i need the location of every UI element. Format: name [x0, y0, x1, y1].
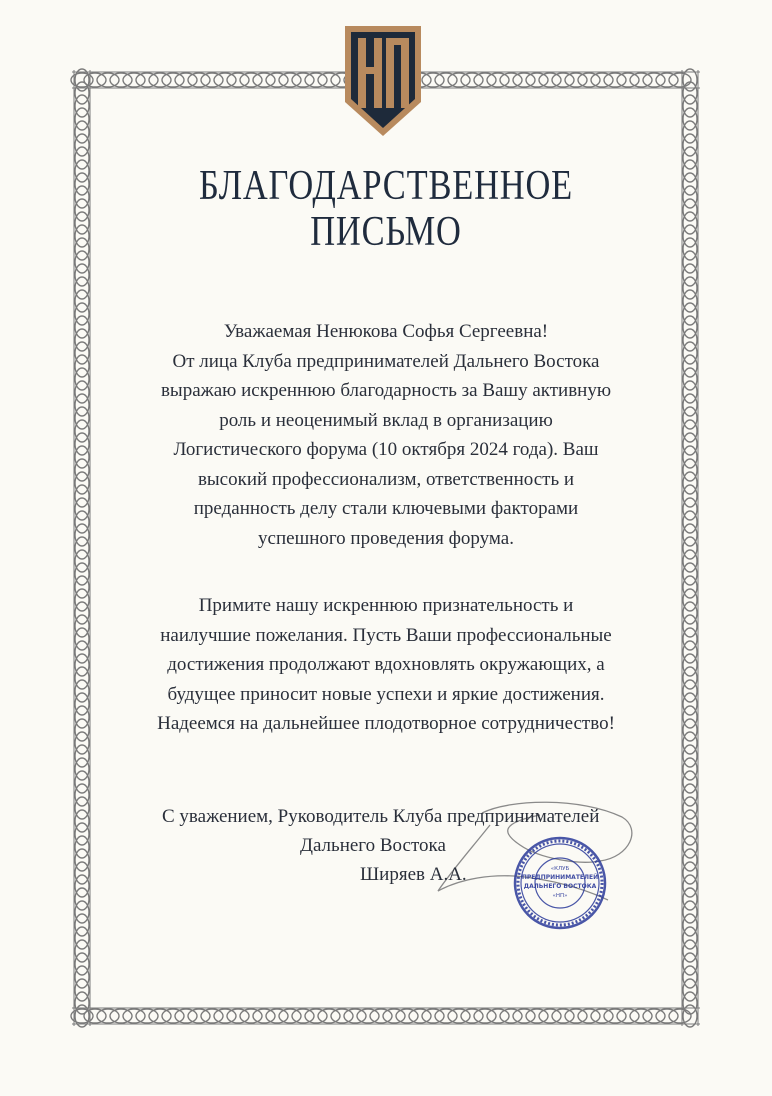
organization-stamp — [512, 835, 608, 931]
text-line: достижения продолжают вдохновлять окружающих, а — [167, 654, 605, 675]
stamp-text: «НП» — [552, 893, 568, 899]
page-title — [69, 163, 702, 255]
stamp-text: ПРЕДПРИНИМАТЕЛЕЙ — [521, 874, 599, 881]
text-line: Надеемся на дальнейшее плодотворное сотрудничество! — [157, 713, 615, 734]
text-line: преданность делу стали ключевыми факторами — [193, 498, 579, 519]
signature-line-2: Дальнего Востока — [300, 835, 446, 856]
title-line-2: ПИСЬМО — [310, 209, 462, 255]
text-line: высокий профессионализм, ответственность и — [197, 468, 575, 490]
text-line: Примите нашу искреннюю признательность и — [198, 595, 574, 616]
text-line: От лица Клуба предпринимателей Дальнего Востока — [172, 350, 600, 372]
text-line: будущее приносит новые успехи и яркие достижения. — [167, 683, 605, 705]
text-line: наилучшие пожелания. Пусть Ваши профессиональные — [160, 624, 612, 646]
text-line: выражаю искреннюю благодарность за Вашу активную — [160, 380, 612, 401]
greeting-paragraph — [120, 317, 652, 553]
signature-line-1: С уважением, Руководитель Клуба предпринимателей — [162, 806, 600, 827]
wishes-paragraph — [120, 591, 652, 739]
stamp-text: ДАЛЬНЕГО ВОСТОКА — [523, 883, 597, 890]
signer-name: Ширяев А.А. — [360, 864, 467, 885]
title-line-1: БЛАГОДАРСТВЕННОЕ — [198, 163, 574, 209]
text-line: успешного проведения форума. — [258, 527, 514, 549]
text-line: Уважаемая Ненюкова Софья Сергеевна! — [223, 321, 549, 342]
text-line: роль и неоценимый вклад в организацию — [219, 409, 553, 431]
text-line: Логистического форума (10 октября 2024 года). Ваш — [173, 439, 599, 460]
stamp-text: «КЛУБ — [550, 866, 570, 872]
np-logo — [343, 24, 423, 138]
